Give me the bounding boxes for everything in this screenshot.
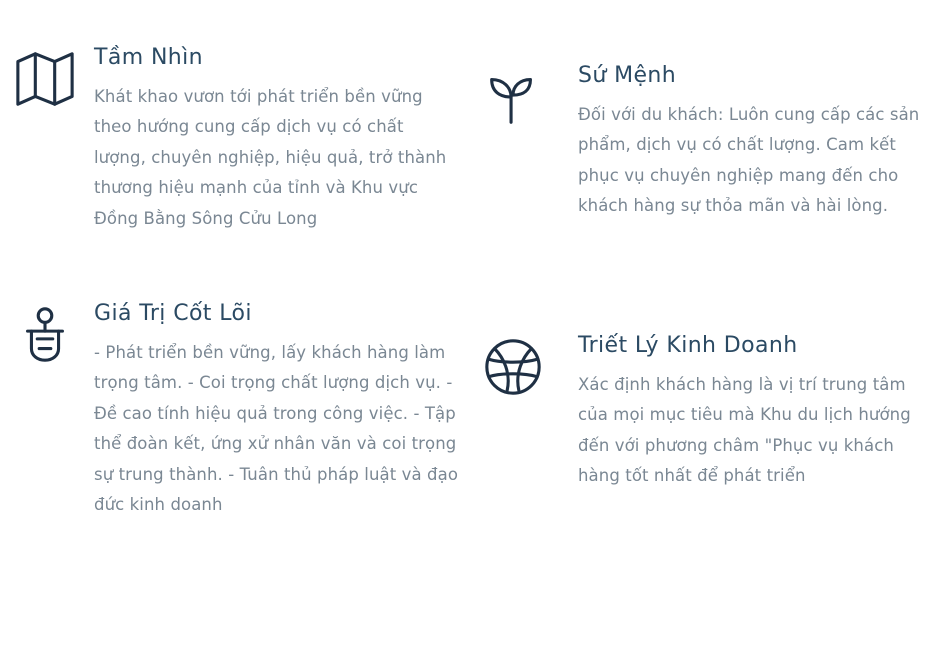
card-body: [578, 62, 934, 222]
card-text: Đối với du khách: Luôn cung cấp các sản phẩm, dịch vụ có chất lượng. Cam kết phục vụ chuyên nghiệp mang đến cho khách hàng sự thỏa mãn và hài lòng.: [578, 104, 920, 216]
card-body: [86, 44, 474, 234]
scooter-icon: [14, 300, 86, 366]
card-text: Xác định khách hàng là vị trí trung tâm của mọi mục tiêu mà Khu du lịch hướng đến với phương châm "Phục vụ khách hàng tốt nhất để phát triển: [578, 374, 911, 486]
card-title: Sứ Mệnh: [578, 63, 677, 88]
card-tam-nhin: [14, 44, 474, 234]
card-title: Giá Trị Cốt Lõi: [94, 301, 252, 326]
card-title: Triết Lý Kinh Doanh: [578, 333, 798, 358]
sprout-icon: [482, 62, 578, 128]
card-triet-ly-kinh-doanh: [482, 332, 934, 492]
basketball-icon: [482, 332, 578, 398]
card-su-menh: [482, 62, 934, 222]
card-body: [86, 300, 474, 521]
card-body: [578, 332, 934, 492]
card-title: Tầm Nhìn: [94, 45, 203, 70]
card-gia-tri-cot-loi: [14, 300, 474, 521]
card-text: Khát khao vươn tới phát triển bền vững theo hướng cung cấp dịch vụ có chất lượng, chuyên nghiệp, hiệu quả, trở thành thương hiệu mạnh của tỉnh và Khu vực Đồng Bằng Sông Cửu Long: [94, 86, 447, 228]
card-text: - Phát triển bền vững, lấy khách hàng làm trọng tâm. - Coi trọng chất lượng dịch vụ. - Đề cao tính hiệu quả trong công việc. - Tập thể đoàn kết, ứng xử nhân văn và coi trọng sự trung thành. - Tuân thủ pháp luật và đạo đức kinh doanh: [94, 342, 459, 515]
map-icon: [14, 44, 86, 110]
